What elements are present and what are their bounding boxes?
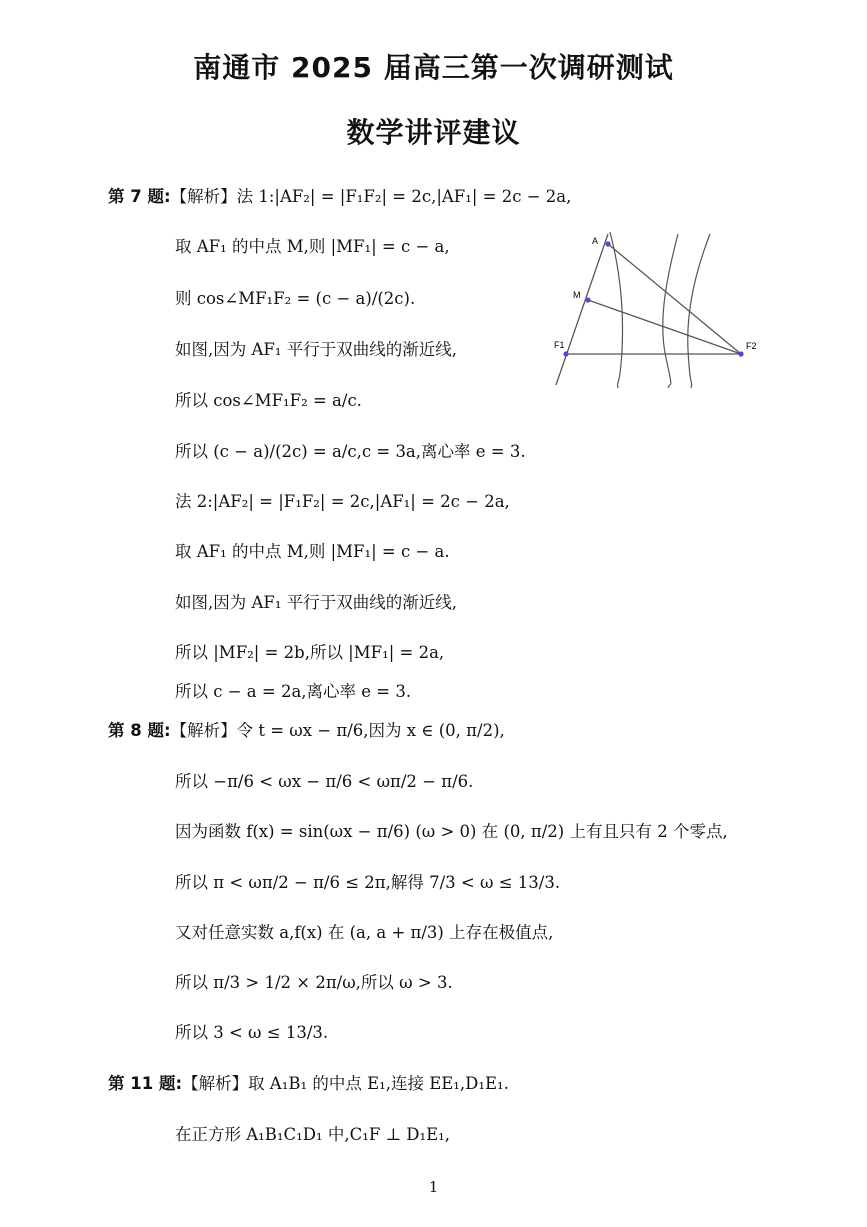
point-f1 (563, 351, 568, 356)
page-title: 南通市 2025 届高三第一次调研测试 (193, 51, 674, 84)
q7-label: 第 7 题: (108, 187, 171, 206)
q7-line-8: 取 AF₁ 的中点 M,则 |MF₁| = c − a. (175, 542, 450, 561)
q8-line-4: 所以 π < ωπ/2 − π/6 ≤ 2π,解得 7/3 < ω ≤ 13/3. (175, 873, 561, 892)
q7-line-7: 法 2:|AF₂| = |F₁F₂| = 2c,|AF₁| = 2c − 2a, (175, 492, 510, 511)
q7-line-5: 所以 cos∠MF₁F₂ = a/c. (175, 391, 362, 410)
label-f2: F2 (746, 341, 757, 351)
q11-text-1: 【解析】取 A₁B₁ 的中点 E₁,连接 EE₁,D₁E₁. (182, 1074, 509, 1093)
q7-text-1: 【解析】法 1:|AF₂| = |F₁F₂| = 2c,|AF₁| = 2c − 2a, (170, 187, 572, 206)
point-m (585, 297, 590, 302)
q7-line-11: 所以 c − a = 2a,离心率 e = 3. (175, 682, 412, 701)
hyperbola-branch-middle (688, 234, 710, 388)
line-a-f2 (608, 244, 741, 354)
q8-line-3: 因为函数 f(x) = sin(ωx − π/6) (ω > 0) 在 (0, π/2) 上有且只有 2 个零点, (175, 822, 728, 841)
q7-line-3: 则 cos∠MF₁F₂ = (c − a)/(2c). (175, 289, 416, 308)
label-f1: F1 (554, 340, 565, 350)
label-a: A (592, 236, 599, 246)
point-f2 (738, 351, 743, 356)
q8-label: 第 8 题: (108, 721, 171, 740)
q11-line-1 (108, 1073, 509, 1095)
hyperbola-figure (548, 230, 778, 390)
line-f1-a (556, 234, 608, 385)
q7-line-2: 取 AF₁ 的中点 M,则 |MF₁| = c − a, (175, 237, 450, 256)
q7-line-10: 所以 |MF₂| = 2b,所以 |MF₁| = 2a, (175, 643, 445, 662)
q7-line-9: 如图,因为 AF₁ 平行于双曲线的渐近线, (175, 593, 457, 612)
q8-line-5: 又对任意实数 a,f(x) 在 (a, a + π/3) 上存在极值点, (175, 923, 554, 942)
label-m: M (573, 290, 581, 300)
point-a (605, 241, 610, 246)
hyperbola-branch-right (663, 234, 678, 388)
page-number: 1 (428, 1178, 439, 1196)
q7-line-6: 所以 (c − a)/(2c) = a/c,c = 3a,离心率 e = 3. (175, 442, 526, 461)
q8-text-1: 【解析】令 t = ωx − π/6,因为 x ∈ (0, π/2), (170, 721, 505, 740)
page-subtitle: 数学讲评建议 (346, 116, 521, 149)
q7-line-1 (108, 186, 571, 208)
q8-line-2: 所以 −π/6 < ωx − π/6 < ωπ/2 − π/6. (175, 772, 474, 791)
q8-line-1 (108, 720, 505, 742)
q7-line-4: 如图,因为 AF₁ 平行于双曲线的渐近线, (175, 340, 457, 359)
q11-line-2: 在正方形 A₁B₁C₁D₁ 中,C₁F ⊥ D₁E₁, (175, 1125, 451, 1144)
q8-line-7: 所以 3 < ω ≤ 13/3. (175, 1023, 329, 1042)
q8-line-6: 所以 π/3 > 1/2 × 2π/ω,所以 ω > 3. (175, 973, 453, 992)
q11-label: 第 11 题: (108, 1074, 183, 1093)
